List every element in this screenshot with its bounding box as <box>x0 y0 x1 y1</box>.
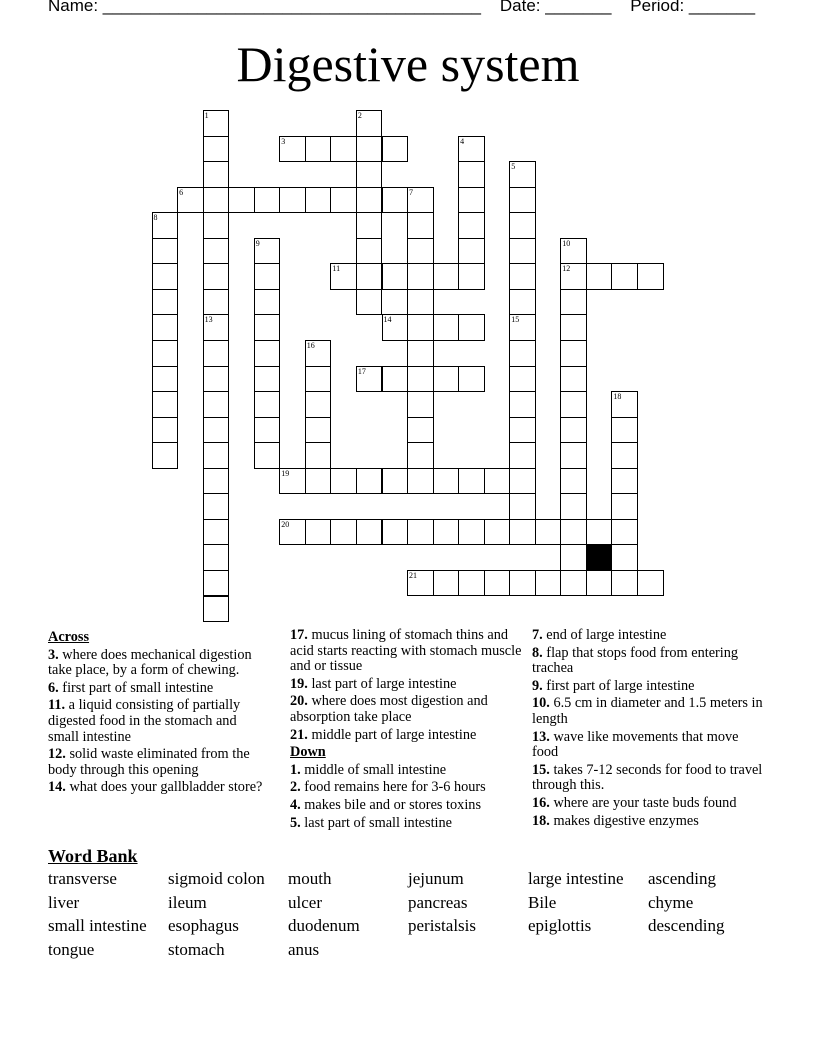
grid-cell[interactable] <box>305 468 332 495</box>
grid-cell[interactable] <box>279 136 306 163</box>
grid-cell[interactable] <box>433 263 460 290</box>
page-title: Digestive system <box>236 36 580 92</box>
word-bank-word: epiglottis <box>528 916 592 935</box>
grid-cell[interactable] <box>509 468 536 495</box>
clue-number-label: 7. <box>532 627 543 643</box>
grid-cell[interactable] <box>356 468 383 495</box>
clue-text: where are your taste buds found <box>549 794 737 811</box>
grid-cell[interactable] <box>203 110 230 137</box>
clue-text: first part of small intestine <box>58 679 214 696</box>
down-clue <box>532 646 764 677</box>
grid-cell[interactable] <box>509 366 536 393</box>
grid-cell[interactable] <box>560 417 587 444</box>
clue-text: where does most digestion and absorption take place <box>290 693 488 725</box>
clue-text: where does mechanical digestion take place, by a form of chewing. <box>48 646 252 679</box>
grid-cell[interactable] <box>382 187 409 214</box>
across-clue <box>48 747 268 778</box>
grid-cell[interactable] <box>611 263 638 290</box>
word-bank-word: pancreas <box>408 892 468 912</box>
grid-cell[interactable] <box>279 187 306 214</box>
grid-cell[interactable] <box>407 519 434 546</box>
grid-cell[interactable] <box>356 161 383 188</box>
grid-cell[interactable] <box>560 570 587 597</box>
grid-cell[interactable] <box>509 340 536 367</box>
grid-cell[interactable] <box>203 289 230 316</box>
clue-text: solid waste eliminated from the body through this opening <box>48 746 250 778</box>
grid-cell[interactable] <box>509 187 536 214</box>
clue-number: 20 <box>281 519 290 529</box>
grid-cell[interactable] <box>458 161 485 188</box>
grid-cell[interactable] <box>279 519 306 546</box>
clue-number: 5 <box>511 162 516 172</box>
word-bank-word: ascending <box>648 869 716 888</box>
grid-cell[interactable] <box>458 187 485 214</box>
down-clue <box>532 796 764 812</box>
grid-cell[interactable] <box>203 314 230 341</box>
clue-number-label: 16. <box>532 794 550 811</box>
clue-number-label: 3. <box>48 646 59 663</box>
grid-cell[interactable] <box>509 493 536 520</box>
grid-cell[interactable] <box>356 110 383 137</box>
down-clue <box>290 763 522 779</box>
grid-cell[interactable] <box>433 519 460 546</box>
clue-number: 6 <box>179 187 184 197</box>
across-clue <box>290 694 522 725</box>
word-bank-heading: Word Bank <box>48 846 138 866</box>
clues-section <box>48 628 778 840</box>
grid-cell[interactable] <box>203 417 230 444</box>
grid-cell[interactable] <box>560 391 587 418</box>
grid-cell[interactable] <box>458 263 485 290</box>
grid-cell[interactable] <box>433 570 460 597</box>
clue-text: wave like movements that move food <box>532 728 739 761</box>
grid-cell[interactable] <box>152 442 179 469</box>
grid-cell[interactable] <box>407 212 434 239</box>
grid-cell[interactable] <box>407 263 434 290</box>
across-clue <box>48 698 268 745</box>
clue-number-label: 10. <box>532 695 550 712</box>
word-bank-word: stomach <box>168 939 225 959</box>
grid-cell[interactable] <box>382 519 409 546</box>
grid-cell[interactable] <box>560 442 587 469</box>
grid-cell[interactable] <box>407 238 434 265</box>
word-bank-word: jejunum <box>408 869 464 888</box>
clue-column-3 <box>532 628 764 831</box>
clue-number: 21 <box>409 570 417 580</box>
across-clue <box>290 728 522 744</box>
grid-cell[interactable] <box>254 442 281 469</box>
grid-cell[interactable] <box>152 263 179 290</box>
grid-cell[interactable] <box>407 417 434 444</box>
grid-cell[interactable] <box>254 391 281 418</box>
grid-cell[interactable] <box>254 238 281 265</box>
grid-cell[interactable] <box>152 417 179 444</box>
grid-cell[interactable] <box>535 570 562 597</box>
grid-cell[interactable] <box>560 340 587 367</box>
grid-cell[interactable] <box>356 136 383 163</box>
grid-cell[interactable] <box>509 314 536 341</box>
word-bank-word: anus <box>288 939 320 959</box>
clue-number-label: 18. <box>532 812 550 829</box>
word-bank-list <box>48 869 768 960</box>
grid-cell[interactable] <box>407 340 434 367</box>
clue-column-2 <box>290 628 522 833</box>
grid-cell[interactable] <box>305 187 332 214</box>
grid-cell[interactable] <box>382 468 409 495</box>
grid-cell[interactable] <box>509 238 536 265</box>
grid-cell[interactable] <box>611 544 638 571</box>
grid-cell[interactable] <box>458 570 485 597</box>
grid-cell[interactable] <box>484 519 511 546</box>
clue-text: a liquid consisting of partially digested food in the stomach and small intestine <box>48 697 241 745</box>
clue-text: makes bile and or stores toxins <box>300 796 482 813</box>
grid-cell[interactable] <box>560 544 587 571</box>
grid-cell[interactable] <box>254 263 281 290</box>
grid-cell[interactable] <box>382 314 409 341</box>
grid-cell[interactable] <box>611 519 638 546</box>
grid-cell[interactable] <box>177 187 204 214</box>
clue-number: 1 <box>204 111 209 120</box>
grid-cell[interactable] <box>509 442 536 469</box>
clue-text: last part of small intestine <box>300 814 453 831</box>
grid-cell[interactable] <box>203 187 230 214</box>
grid-cell[interactable] <box>305 519 332 546</box>
grid-cell[interactable] <box>484 570 511 597</box>
grid-cell[interactable] <box>560 289 587 316</box>
grid-cell[interactable] <box>305 340 332 367</box>
grid-cell[interactable] <box>458 314 485 341</box>
clue-number: 18 <box>613 392 622 402</box>
grid-cell[interactable] <box>152 314 179 341</box>
grid-cell[interactable] <box>203 468 230 495</box>
grid-cell[interactable] <box>509 161 536 188</box>
word-bank-word: mouth <box>288 869 332 888</box>
clue-number: 4 <box>460 136 465 146</box>
across-clue <box>48 648 268 679</box>
word-bank-word: sigmoid colon <box>168 869 265 888</box>
grid-cell[interactable] <box>330 468 357 495</box>
word-bank-word: chyme <box>648 892 694 912</box>
clue-number: 9 <box>255 238 260 248</box>
grid-cell[interactable] <box>152 289 179 316</box>
clue-number: 11 <box>332 264 341 274</box>
grid-cell[interactable] <box>458 366 485 393</box>
word-bank-word: tongue <box>48 939 95 959</box>
clue-number-label: 9. <box>532 677 543 694</box>
grid-cell[interactable] <box>382 263 409 290</box>
grid-cell[interactable] <box>203 570 230 597</box>
clue-number-label: 17. <box>290 627 308 643</box>
grid-cell[interactable] <box>509 263 536 290</box>
grid-cell[interactable] <box>611 442 638 469</box>
black-square <box>586 544 613 571</box>
clue-text: takes 7-12 seconds for food to travel through this. <box>532 761 763 794</box>
grid-cell[interactable] <box>560 366 587 393</box>
grid-cell[interactable] <box>203 263 230 290</box>
grid-cell[interactable] <box>305 366 332 393</box>
grid-cell[interactable] <box>356 212 383 239</box>
grid-cell[interactable] <box>152 391 179 418</box>
grid-cell[interactable] <box>611 493 638 520</box>
grid-cell[interactable] <box>152 238 179 265</box>
down-clue <box>532 679 764 695</box>
grid-cell[interactable] <box>560 493 587 520</box>
grid-cell[interactable] <box>560 263 587 290</box>
grid-cell[interactable] <box>203 544 230 571</box>
grid-cell[interactable] <box>152 212 179 239</box>
grid-cell[interactable] <box>330 187 357 214</box>
across-clue <box>290 628 522 675</box>
down-clue <box>532 814 764 830</box>
grid-cell[interactable] <box>203 519 230 546</box>
grid-cell[interactable] <box>330 519 357 546</box>
grid-cell[interactable] <box>458 212 485 239</box>
clue-number: 2 <box>357 111 362 120</box>
clue-text: middle part of large intestine <box>307 726 477 743</box>
grid-cell[interactable] <box>254 289 281 316</box>
grid-cell[interactable] <box>254 314 281 341</box>
grid-cell[interactable] <box>305 136 332 163</box>
grid-cell[interactable] <box>203 136 230 163</box>
grid-cell[interactable] <box>356 263 383 290</box>
clue-number: 3 <box>281 136 286 146</box>
down-clue <box>532 696 764 727</box>
clue-number-label: 4. <box>290 796 301 813</box>
grid-cell[interactable] <box>637 263 664 290</box>
word-bank-word: ulcer <box>288 892 322 912</box>
name-date-period-line[interactable]: Name: ________________________________________ Date: _______ Period: _______ <box>48 0 756 15</box>
grid-cell[interactable] <box>228 187 255 214</box>
across-clue <box>48 681 268 697</box>
clue-number-label: 11. <box>48 697 66 714</box>
grid-cell[interactable] <box>152 340 179 367</box>
clue-text: first part of large intestine <box>542 677 695 694</box>
word-bank-word: large intestine <box>528 869 624 888</box>
grid-cell[interactable] <box>458 136 485 163</box>
grid-cell[interactable] <box>330 263 357 290</box>
clue-text: 6.5 cm in diameter and 1.5 meters in length <box>532 695 763 727</box>
grid-cell[interactable] <box>407 570 434 597</box>
clue-number-label: 21. <box>290 726 308 743</box>
clue-number-label: 8. <box>532 644 543 661</box>
grid-cell[interactable] <box>407 442 434 469</box>
clue-number-label: 14. <box>48 779 66 796</box>
grid-cell[interactable] <box>509 212 536 239</box>
clue-number: 17 <box>357 366 366 376</box>
word-bank-word: ileum <box>168 892 207 912</box>
grid-cell[interactable] <box>509 289 536 316</box>
grid-cell[interactable] <box>535 519 562 546</box>
grid-cell[interactable] <box>356 187 383 214</box>
clue-number-label: 12. <box>48 746 66 763</box>
across-clue <box>48 780 268 796</box>
clue-heading: Down <box>290 744 326 761</box>
clue-number: 7 <box>409 187 413 197</box>
grid-cell[interactable] <box>254 187 281 214</box>
grid-cell[interactable] <box>433 468 460 495</box>
grid-cell[interactable] <box>203 340 230 367</box>
clue-heading: Across <box>48 629 90 645</box>
grid-cell[interactable] <box>254 366 281 393</box>
down-clue <box>532 730 764 761</box>
clue-text: last part of large intestine <box>307 675 457 692</box>
grid-cell[interactable] <box>509 570 536 597</box>
grid-cell[interactable] <box>203 391 230 418</box>
clue-number-label: 6. <box>48 679 59 696</box>
word-bank-word: esophagus <box>168 916 239 935</box>
grid-cell[interactable] <box>203 238 230 265</box>
grid-cell[interactable] <box>203 366 230 393</box>
clue-text: flap that stops food from entering trachea <box>532 644 739 677</box>
grid-cell[interactable] <box>586 570 613 597</box>
clue-number-label: 19. <box>290 675 308 692</box>
clue-text: middle of small intestine <box>300 761 447 778</box>
grid-cell[interactable] <box>586 519 613 546</box>
grid-cell[interactable] <box>560 314 587 341</box>
clue-number-label: 2. <box>290 779 301 796</box>
grid-cell[interactable] <box>203 161 230 188</box>
down-clue <box>532 763 764 794</box>
clue-number-label: 1. <box>290 761 301 778</box>
grid-cell[interactable] <box>433 314 460 341</box>
grid-cell[interactable] <box>509 417 536 444</box>
grid-cell[interactable] <box>407 187 434 214</box>
down-clue <box>290 780 522 796</box>
clue-number-label: 5. <box>290 814 301 831</box>
clue-number: 12 <box>562 264 571 274</box>
grid-cell[interactable] <box>560 519 587 546</box>
grid-cell[interactable] <box>203 596 230 623</box>
grid-cell[interactable] <box>254 417 281 444</box>
grid-cell[interactable] <box>305 442 332 469</box>
down-clue <box>290 816 522 832</box>
grid-cell[interactable] <box>382 136 409 163</box>
clue-text: mucus lining of stomach thins and acid starts reacting with stomach muscle and or tissue <box>290 627 522 675</box>
word-bank-word: peristalsis <box>408 916 476 935</box>
grid-cell[interactable] <box>611 391 638 418</box>
clue-number: 8 <box>153 213 158 223</box>
grid-cell[interactable] <box>254 340 281 367</box>
clue-number: 14 <box>383 315 392 325</box>
grid-cell[interactable] <box>484 468 511 495</box>
grid-cell[interactable] <box>637 570 664 597</box>
grid-cell[interactable] <box>586 263 613 290</box>
grid-cell[interactable] <box>458 468 485 495</box>
grid-cell[interactable] <box>203 493 230 520</box>
grid-cell[interactable] <box>305 417 332 444</box>
grid-cell[interactable] <box>407 468 434 495</box>
clue-number: 15 <box>511 315 520 325</box>
grid-cell[interactable] <box>560 238 587 265</box>
grid-cell[interactable] <box>407 289 434 316</box>
word-bank-word: liver <box>48 892 80 912</box>
clue-number-label: 20. <box>290 693 308 710</box>
word-bank <box>48 846 768 960</box>
grid-cell[interactable] <box>356 519 383 546</box>
clue-number: 10 <box>562 238 571 248</box>
down-clue <box>290 798 522 814</box>
word-bank-word: duodenum <box>288 916 360 935</box>
grid-cell[interactable] <box>407 391 434 418</box>
clue-number-label: 13. <box>532 728 550 745</box>
down-clue <box>532 628 764 644</box>
grid-cell[interactable] <box>305 391 332 418</box>
grid-cell[interactable] <box>203 212 230 239</box>
word-bank-word: small intestine <box>48 916 147 935</box>
grid-cell[interactable] <box>509 519 536 546</box>
clue-column-1 <box>48 628 268 798</box>
grid-cell[interactable] <box>356 366 383 393</box>
grid-cell[interactable] <box>611 417 638 444</box>
grid-cell[interactable] <box>279 468 306 495</box>
clue-number-label: 15. <box>532 761 550 778</box>
grid-cell[interactable] <box>203 442 230 469</box>
grid-cell[interactable] <box>407 366 434 393</box>
grid-cell[interactable] <box>382 366 409 393</box>
grid-cell[interactable] <box>433 366 460 393</box>
grid-cell[interactable] <box>458 519 485 546</box>
clue-number: 13 <box>204 315 213 325</box>
grid-cell[interactable] <box>356 238 383 265</box>
clue-text: food remains here for 3-6 hours <box>300 779 486 796</box>
grid-cell[interactable] <box>560 468 587 495</box>
grid-cell[interactable] <box>509 391 536 418</box>
clue-number: 16 <box>306 341 315 350</box>
clue-number: 19 <box>281 468 290 478</box>
grid-cell[interactable] <box>407 314 434 341</box>
word-bank-word: transverse <box>48 869 117 888</box>
clue-text: what does your gallbladder store? <box>65 779 263 796</box>
word-bank-word: Bile <box>528 892 557 912</box>
across-clue <box>290 677 522 693</box>
grid-cell[interactable] <box>330 136 357 163</box>
clue-text: end of large intestine <box>542 627 667 643</box>
word-bank-word: descending <box>648 916 725 935</box>
grid-cell[interactable] <box>458 238 485 265</box>
clue-text: makes digestive enzymes <box>549 812 699 829</box>
grid-cell[interactable] <box>611 468 638 495</box>
grid-cell[interactable] <box>152 366 179 393</box>
grid-cell[interactable] <box>356 289 383 316</box>
grid-cell[interactable] <box>611 570 638 597</box>
